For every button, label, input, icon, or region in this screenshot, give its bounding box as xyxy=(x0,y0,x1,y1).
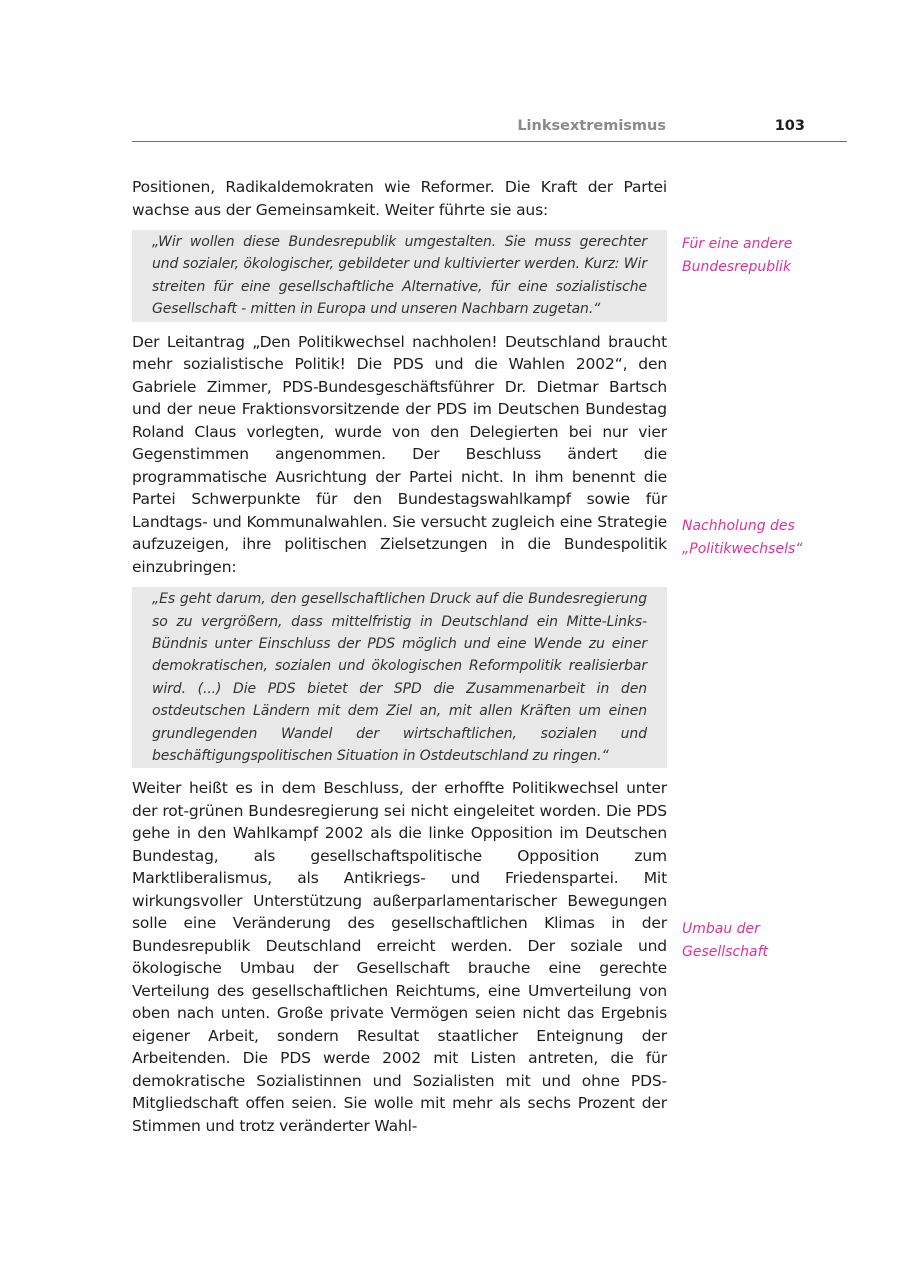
block-quote-1: „Wir wollen diese Bundesrepublik umgestalten. Sie muss gerechter und sozialer, ökologischer, gebildeter und kultivierter werden. Kurz: Wir streiten für eine gesellschaftliche Alternative, für eine sozialistische Gesellschaft - mitten in Europa und unseren Nachbarn zugetan.“ xyxy=(132,230,667,322)
paragraph-2: Der Leitantrag „Den Politikwechsel nachholen! Deutschland braucht mehr sozialistische Politik! Die PDS und die Wahlen 2002“, den Gabriele Zimmer, PDS-Bundesgeschäftsführer Dr. Dietmar Bartsch und der neue Fraktionsvorsitzende der PDS im Deutschen Bundestag Roland Claus vorlegten, wurde von den Delegierten bei nur vier Gegenstimmen angenommen. Der Beschluss ändert die programmatische Ausrichtung der Partei nicht. In ihm benennt die Partei Schwerpunkte für den Bundestagswahlkampf sowie für Landtags- und Kommunalwahlen. Sie versucht zugleich eine Strategie aufzuzeigen, ihre politischen Zielsetzungen in die Bundespolitik einzubringen: xyxy=(132,332,667,576)
section-title: Linksextremismus xyxy=(517,118,666,134)
paragraph-3: Weiter heißt es in dem Beschluss, der erhoffte Politikwechsel unter der rot-grünen Bundesregierung sei nicht eingeleitet worden. Die PDS gehe in den Wahlkampf 2002 als die linke Opposition im Deutschen Bundestag, als gesellschaftspolitische Opposition zum Marktliberalismus, als Antikriegs- und Friedenspartei. Mit wirkungsvoller Unterstützung außerparlamentarischer Bewegungen solle eine Veränderung des gesellschaftlichen Klimas in der Bundesrepublik Deutschland erreicht werden. Der soziale und ökologische Umbau der Gesellschaft brauche eine gerechte Verteilung des gesellschaftlichen Reichtums, eine Umverteilung von oben nach unten. Große private Vermögen seien nicht das Ergebnis eigener Arbeit, sondern Resultat staatlicher Enteignung der Arbeitenden. Die PDS werde 2002 mit Listen antreten, die für demokratische Sozialistinnen und Sozialisten mit und ohne PDS-Mitgliedschaft offen seien. Sie wolle mit mehr als sechs Prozent der Stimmen und trotz veränderter Wahl- xyxy=(132,779,667,1135)
margin-note-line: Für eine andere xyxy=(682,236,793,252)
margin-note-line: Gesellschaft xyxy=(682,943,769,960)
main-text-column xyxy=(132,176,667,1137)
margin-note-line: Bundesrepublik xyxy=(682,258,792,275)
block-quote-2: „Es geht darum, den gesellschaftlichen Druck auf die Bundesregierung so zu vergrößern, dass mittelfristig in Deutschland ein Mitte-Links-Bündnis unter Einschluss der PDS möglich und eine Wende zu einer demokratischen, sozialen und ökologischen Reformpolitik realisierbar wird. (...) Die PDS bietet der SPD die Zusammenarbeit in den ostdeutschen Ländern mit dem Ziel an, mit allen Kräften um einen grundlegenden Wandel der wirtschaftlichen, sozialen und beschäftigungspolitischen Situation in Ostdeutschland zu ringen.“ xyxy=(132,587,667,768)
paragraph-1: Positionen, Radikaldemokraten wie Reformer. Die Kraft der Partei wachse aus der Gemeinsamkeit. Weiter führte sie aus: xyxy=(132,178,667,219)
running-header xyxy=(132,116,847,142)
margin-note-line: Umbau der xyxy=(682,921,760,937)
margin-note-line: Nachholung des xyxy=(682,518,795,534)
margin-note-politikwechsel xyxy=(682,515,842,560)
page-number: 103 xyxy=(774,118,805,134)
margin-note-line: „Politikwechsels“ xyxy=(682,540,803,557)
margin-note-andere-bundesrepublik xyxy=(682,233,842,278)
margin-note-umbau-gesellschaft xyxy=(682,918,842,963)
